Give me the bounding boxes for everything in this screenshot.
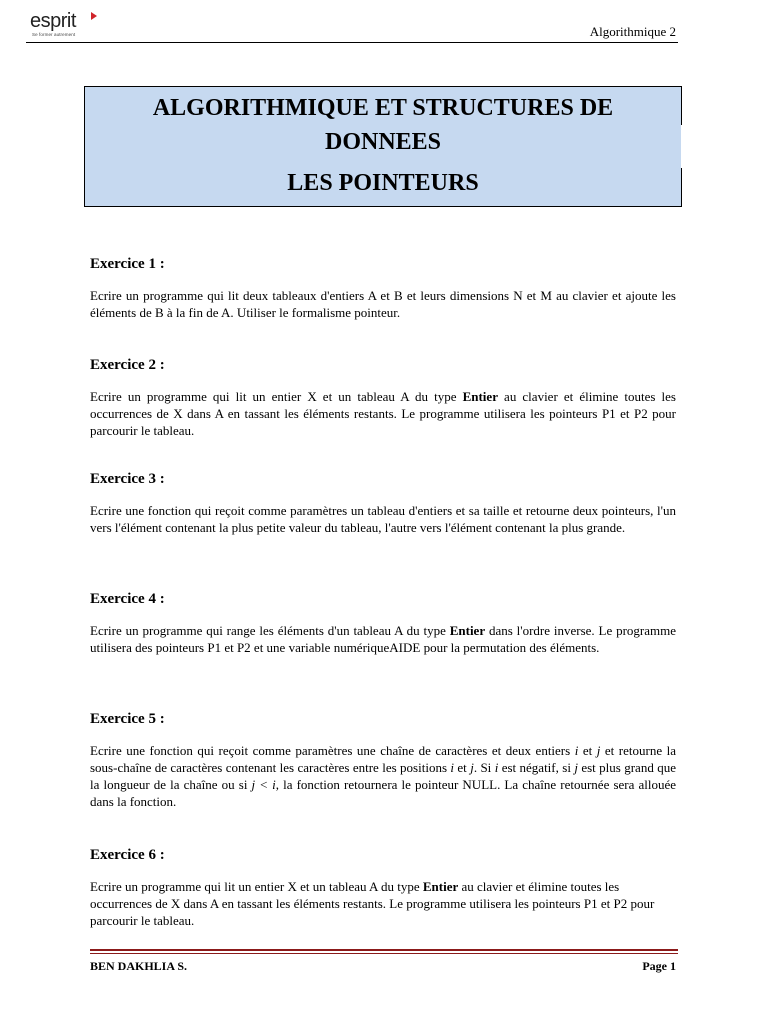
title-box (84, 86, 682, 207)
text-run: au clavier et élimine toutes les occurrences de X dans A en tassant les éléments restants. Le programme utilisera les pointeurs P1 et P2 pour parcourir le tableau. (90, 389, 676, 438)
text-run: Ecrire une fonction qui reçoit comme paramètres un tableau d'entiers et sa taille et retourne deux pointeurs, l'un vers l'élément contenant la plus petite valeur du tableau, l'autre vers l'élément contenant la plus grande. (90, 503, 676, 535)
italic-variable: j (574, 760, 578, 775)
exercise-text (90, 502, 676, 536)
text-run: Ecrire un programme qui range les éléments d'un tableau A du type (90, 623, 450, 638)
italic-variable: j < i (251, 777, 276, 792)
text-run: au clavier et élimine toutes les occurrences de X dans A en tassant les éléments restants. Le programme utilisera les pointeurs P1 et P2 pour parcourir le tableau. (90, 879, 655, 928)
document-title-line1: ALGORITHMIQUE ET STRUCTURES DE (152, 95, 614, 121)
bold-term: Entier (449, 623, 486, 638)
text-run: . Si (473, 760, 495, 775)
exercise-text (90, 388, 676, 439)
exercise-2 (90, 357, 676, 439)
exercise-title: Exercice 4 : (90, 591, 165, 607)
header-divider (26, 42, 678, 43)
exercise-6 (90, 847, 676, 929)
italic-variable: j (596, 743, 601, 758)
exercise-title: Exercice 5 : (90, 711, 165, 727)
esprit-logo (30, 10, 110, 40)
bold-term: Entier (422, 879, 459, 894)
italic-variable: i (574, 743, 579, 758)
text-run: est négatif, si (498, 760, 575, 775)
logo-tagline: Se former autrement (32, 32, 76, 37)
document-title (85, 91, 681, 159)
logo-text: esprit (30, 10, 76, 32)
text-run: Ecrire un programme qui lit un entier X et un tableau A du type (90, 389, 463, 404)
exercise-title: Exercice 3 : (90, 471, 165, 487)
document-subtitle: LES POINTEURS (287, 170, 479, 196)
exercise-text (90, 287, 676, 321)
footer-page-number: Page 1 (642, 959, 676, 973)
exercise-1 (90, 256, 676, 321)
text-run: Ecrire une fonction qui reçoit comme paramètres une chaîne de caractères et deux entiers (90, 743, 575, 758)
exercise-4 (90, 591, 676, 656)
footer-author: BEN DAKHLIA S. (90, 959, 188, 973)
header-title: Algorithmique 2 (589, 24, 676, 39)
text-run: et (578, 743, 597, 758)
text-run: est plus grand que la longueur de la chaîne ou si (90, 760, 676, 792)
exercise-text (90, 742, 676, 810)
italic-variable: i (494, 760, 499, 775)
text-run: et retourne la sous-chaîne de caractères contenant les caractères entre les positions (90, 743, 676, 775)
document-title-line2: DONNEES (324, 129, 442, 155)
footer-divider-thin (90, 953, 678, 954)
exercise-title: Exercice 1 : (90, 256, 165, 272)
bold-term: Entier (462, 389, 498, 404)
exercise-text (90, 622, 676, 656)
italic-variable: i (450, 760, 455, 775)
footer-divider (90, 949, 678, 951)
text-run: Ecrire un programme qui lit un entier X et un tableau A du type (90, 879, 423, 894)
text-run: et (454, 760, 471, 775)
exercise-title: Exercice 2 : (90, 357, 165, 373)
text-run: Ecrire un programme qui lit deux tableaux d'entiers A et B et leurs dimensions N et M au clavier et ajoute les éléments de B à la fin de A. Utiliser le formalisme pointeur. (90, 288, 676, 320)
exercise-3 (90, 471, 676, 536)
text-run: dans l'ordre inverse. Le programme utilisera des pointeurs P1 et P2 et une variable numériqueAIDE pour la permutation des éléments. (90, 623, 676, 655)
exercise-5 (90, 711, 676, 810)
page-header (0, 0, 768, 48)
title-box-notch (681, 125, 682, 168)
italic-variable: j (470, 760, 474, 775)
exercise-text (90, 878, 676, 929)
text-run: , la fonction retournera le pointeur NULL. La chaîne retournée sera allouée dans la fonction. (90, 777, 677, 809)
exercise-title: Exercice 6 : (90, 847, 165, 863)
logo-flag-icon (91, 12, 97, 20)
